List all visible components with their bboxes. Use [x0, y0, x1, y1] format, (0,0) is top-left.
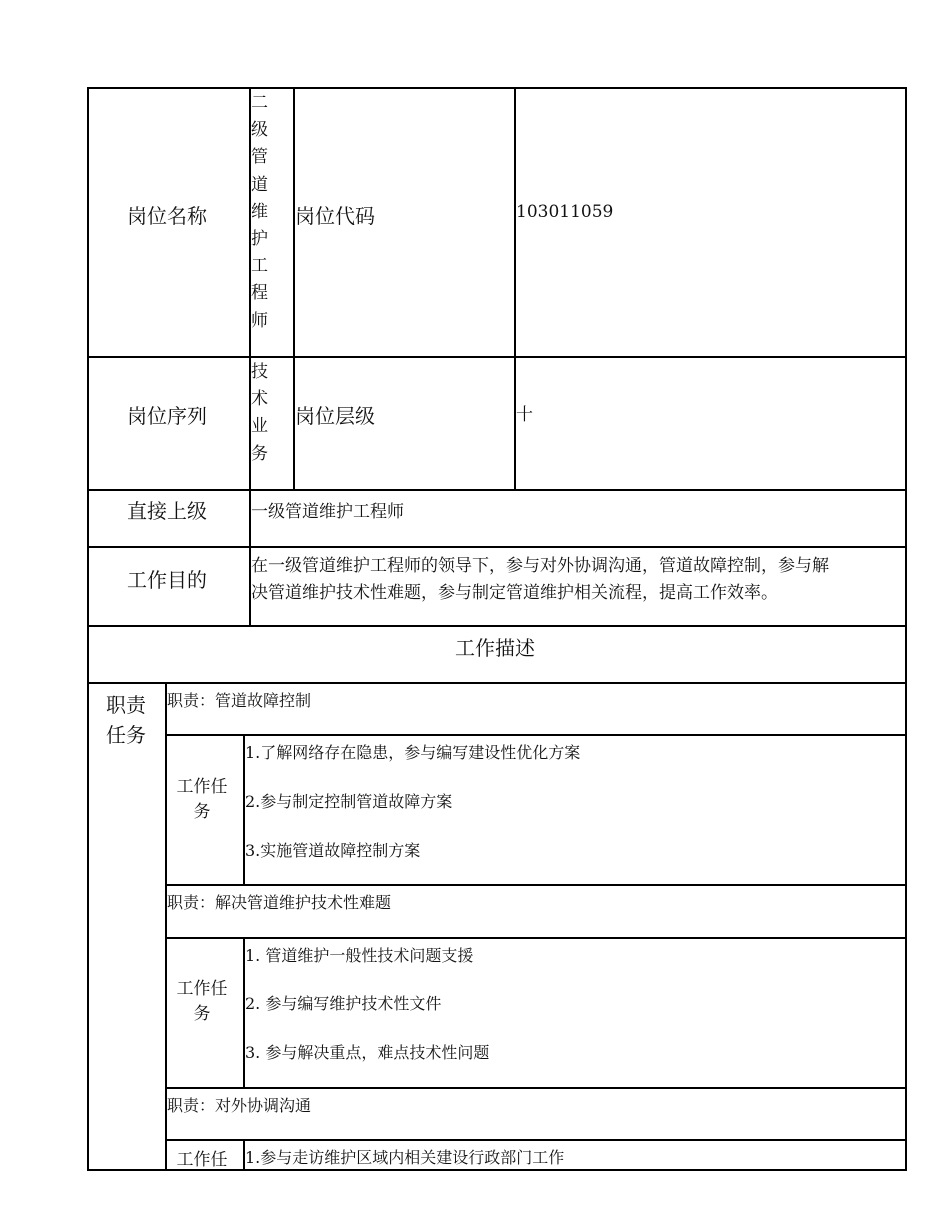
position-sequence-value: 技术业务: [251, 362, 268, 464]
direct-superior-label: 直接上级: [127, 499, 207, 523]
grid-line: [87, 682, 907, 684]
task-item: 1.参与走访维护区域内相关建设行政部门工作: [245, 1148, 565, 1167]
task-label: 工作任务: [176, 777, 228, 822]
duties-label-line-1: 职责: [106, 693, 146, 717]
work-purpose-label: 工作目的: [127, 568, 207, 592]
task-item: 3.实施管道故障控制方案: [245, 841, 421, 860]
grid-line: [905, 87, 907, 1171]
position-code-value: 103011059: [516, 202, 614, 222]
duty-title: 职责：解决管道维护技术性难题: [167, 893, 392, 912]
grid-line: [87, 546, 907, 548]
duty-title: 职责：对外协调沟通: [167, 1096, 312, 1115]
position-level-value: 十: [516, 405, 533, 425]
grid-line: [87, 87, 89, 1171]
task-item: 1.了解网络存在隐患，参与编写建设性优化方案: [245, 743, 581, 762]
position-name-label: 岗位名称: [127, 204, 207, 228]
grid-line: [87, 489, 907, 491]
duties-label-line-2: 任务: [106, 723, 146, 747]
work-purpose-line-2: 决管道维护技术性难题，参与制定管道维护相关流程，提高工作效率。: [251, 583, 778, 603]
position-name-value: 二级管道维护工程师: [251, 93, 268, 331]
grid-line: [293, 87, 295, 491]
work-purpose-line-1: 在一级管道维护工程师的领导下，参与对外协调沟通，管道故障控制，参与解: [251, 556, 829, 576]
position-code-label: 岗位代码: [295, 204, 375, 228]
grid-line: [87, 356, 907, 358]
description-title: 工作描述: [455, 636, 535, 660]
position-level-label: 岗位层级: [295, 404, 375, 428]
grid-line: [165, 937, 907, 939]
task-item: 2.参与制定控制管道故障方案: [245, 792, 453, 811]
task-label: 工作任务: [176, 979, 228, 1024]
grid-line: [165, 1087, 907, 1089]
position-sequence-label: 岗位序列: [127, 404, 207, 428]
task-label: 工作任: [176, 1150, 228, 1170]
task-item: 2. 参与编写维护技术性文件: [245, 994, 442, 1013]
grid-line: [165, 884, 907, 886]
grid-line: [165, 1139, 907, 1141]
duty-title: 职责：管道故障控制: [167, 691, 312, 710]
task-item: 1. 管道维护一般性技术问题支援: [245, 946, 474, 965]
grid-line: [514, 87, 516, 491]
direct-superior-value: 一级管道维护工程师: [251, 502, 404, 522]
task-item: 3. 参与解决重点，难点技术性问题: [245, 1043, 490, 1062]
grid-line: [87, 87, 907, 89]
grid-line: [87, 625, 907, 627]
grid-line: [165, 734, 907, 736]
